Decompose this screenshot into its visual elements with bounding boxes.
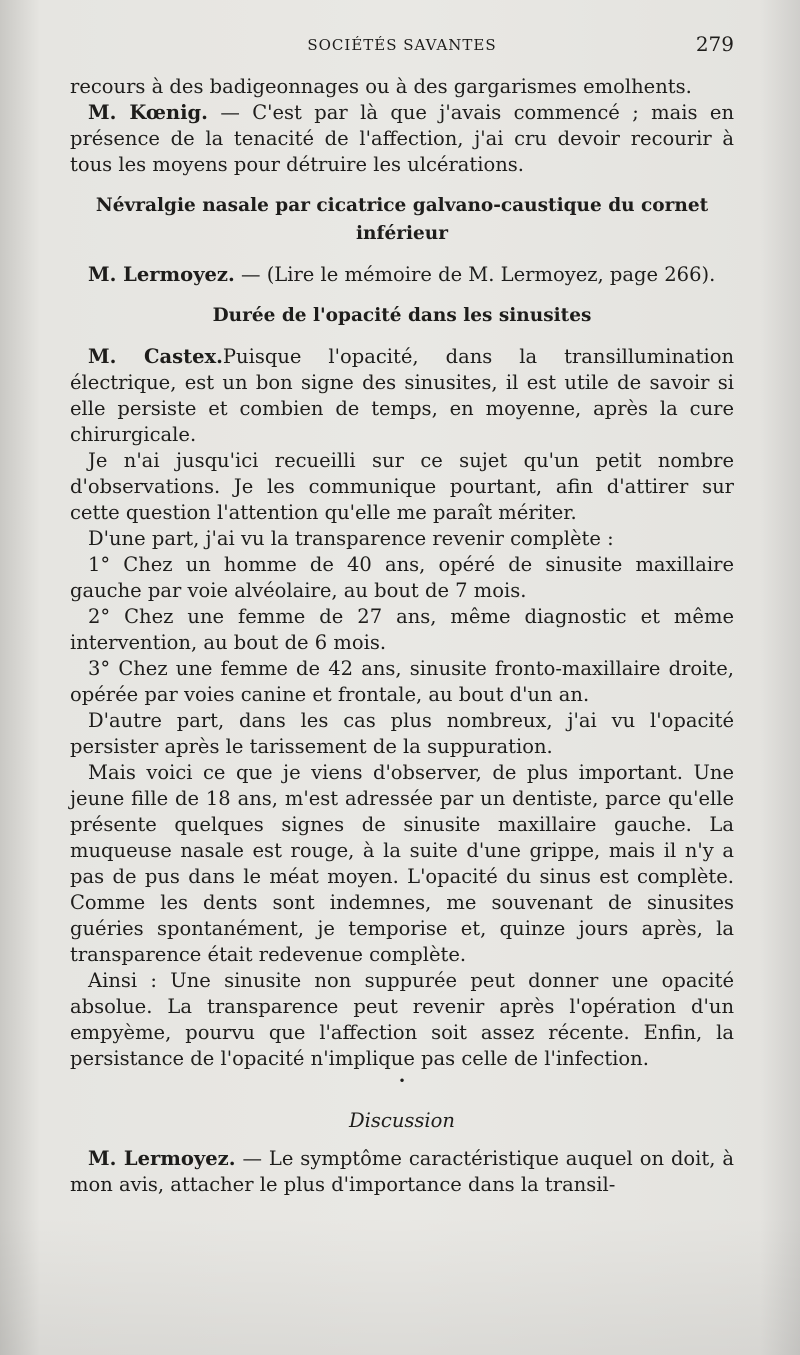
- paragraph-text: — C'est par là que j'avais commencé ; mais en présence de la tenacité de l'affection, j'ai cru devoir recourir à tous les moyens pour détruire les ulcérations.: [70, 101, 734, 176]
- paragraph: [70, 100, 734, 178]
- paragraph: Je n'ai jusqu'ici recueilli sur ce sujet qu'un petit nombre d'observations. Je les communique pourtant, afin d'attirer sur cette question l'attention qu'elle me paraît mériter.: [70, 449, 734, 524]
- page-number: 279: [695, 32, 734, 56]
- speaker-name: M. Kœnig.: [88, 101, 208, 124]
- paragraph: D'autre part, dans les cas plus nombreux, j'ai vu l'opacité persister après le tarissement de la suppuration.: [70, 709, 734, 758]
- page-header: [70, 30, 734, 60]
- list-item: 3° Chez une femme de 42 ans, sinusite fronto-maxillaire droite, opérée par voies canine et frontale, au bout d'un an.: [70, 657, 734, 706]
- paragraph: [70, 1146, 734, 1198]
- separator-bullet: •: [398, 1074, 406, 1088]
- paragraph: Ainsi : Une sinusite non suppurée peut donner une opacité absolue. La transparence peut revenir après l'opération d'un empyème, pourvu que l'affection soit assez récente. Enfin, la persistance de l'opacité n'implique pas celle de l'infection.: [70, 969, 734, 1070]
- list-item: 2° Chez une femme de 27 ans, même diagnostic et même intervention, au bout de 6 mois.: [70, 605, 734, 654]
- paragraph: [70, 262, 734, 288]
- running-head: SOCIÉTÉS SAVANTES: [307, 36, 497, 54]
- speaker-name: M. Lermoyez.: [88, 263, 235, 286]
- page-text: [70, 30, 734, 1198]
- discussion-heading: Discussion: [349, 1109, 455, 1132]
- paragraph-text: Puisque l'opacité, dans la transillumination électrique, est un bon signe des sinusites, il est utile de savoir si elle persiste et combien de temps, en moyenne, après la cure chirurgicale.: [70, 345, 734, 446]
- paragraph: D'une part, j'ai vu la transparence revenir complète :: [88, 527, 614, 550]
- paragraph: recours à des badigeonnages ou à des gargarismes emolhents.: [70, 75, 692, 98]
- paragraph: Mais voici ce que je viens d'observer, de plus important. Une jeune fille de 18 ans, m'est adressée par un dentiste, parce qu'elle présente quelques signes de sinusite maxillaire gauche. La muqueuse nasale est rouge, à la suite d'une grippe, mais il n'y a pas de pus dans le méat moyen. L'opacité du sinus est complète. Comme les dents sont indemnes, me souvenant de sinusites guéries spontanément, je temporise et, quinze jours après, la transparence était redevenue complète.: [70, 761, 734, 966]
- paragraph-text: — Le symptôme caractéristique auquel on doit, à mon avis, attacher le plus d'importance dans la transil-: [70, 1147, 734, 1196]
- speaker-name: M. Lermoyez.: [88, 1147, 236, 1170]
- paragraph: [70, 344, 734, 448]
- paragraph-text: — (Lire le mémoire de M. Lermoyez, page 266).: [234, 263, 716, 286]
- speaker-name: M. Castex.: [88, 345, 223, 368]
- list-item: 1° Chez un homme de 40 ans, opéré de sinusite maxillaire gauche par voie alvéolaire, au bout de 7 mois.: [70, 553, 734, 602]
- page-shadow: [0, 1215, 800, 1355]
- section-heading: Durée de l'opacité dans les sinusites: [212, 305, 592, 326]
- section-heading: Névralgie nasale par cicatrice galvano-caustique du cornet inférieur: [95, 195, 709, 244]
